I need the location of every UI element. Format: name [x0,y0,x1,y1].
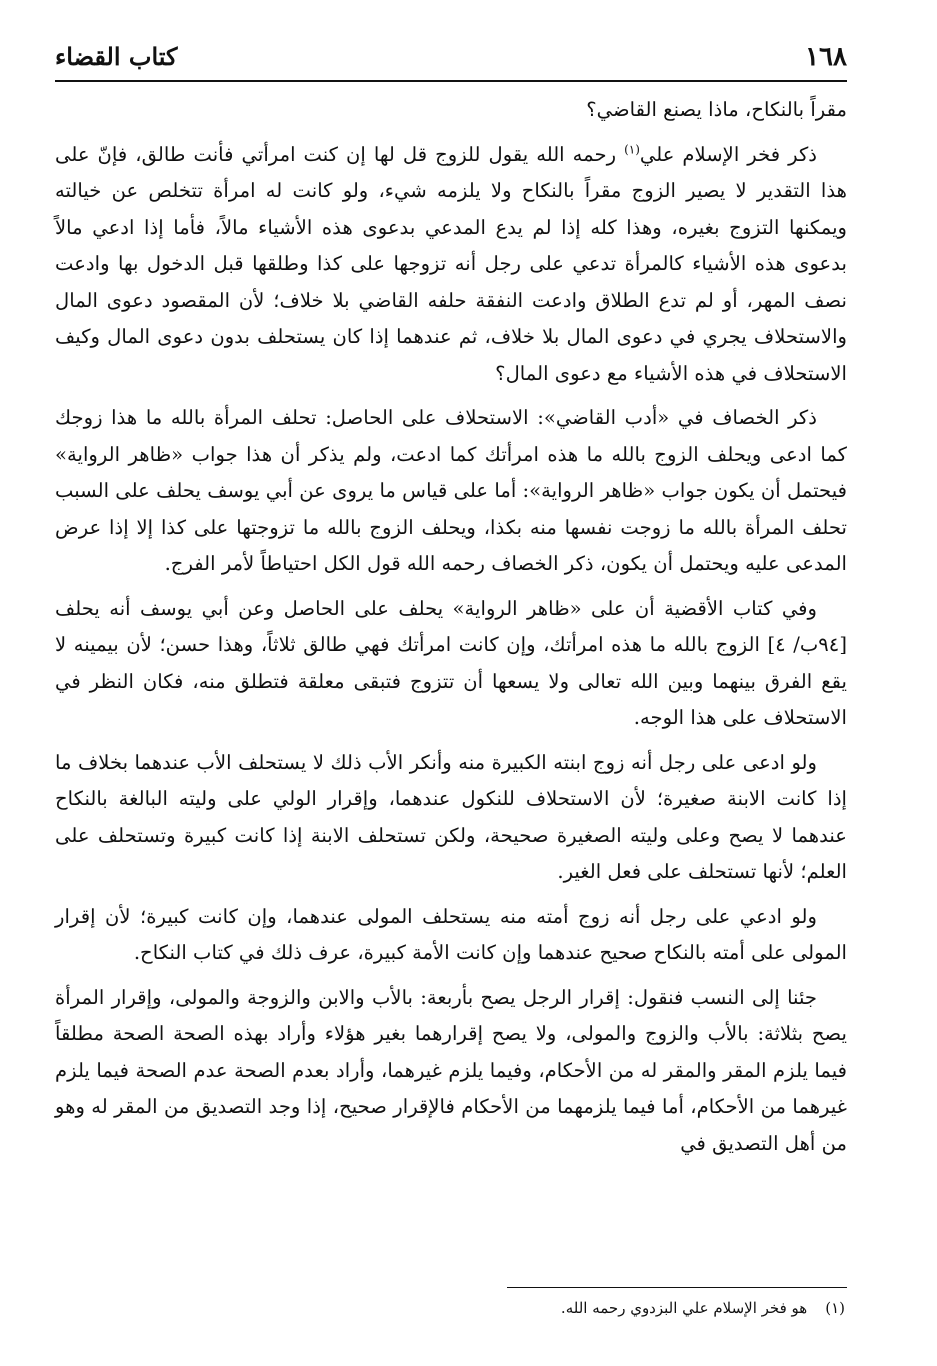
footnote-rule [507,1287,847,1288]
paragraph-2-rest: رحمه الله يقول للزوج قل لها إن كنت امرأتي فأنت طالق، فإنّ على هذا التقدير لا يصير الزوج مقراً بالنكاح ولا يلزمه شيء، ولو كانت له امرأة تتخلص عن خيالته ويمكنها التزوج بغيره، وهذا كله إذا لم يدع المدعي بدعوى هذه الأشياء مالاً، فأما إذا ادعي مالاً بدعوى هذه الأشياء كالمرأة تدعي على رجل أنه تزوجها على كذا وطلقها قبل الدخول بها وادعت نصف المهر، أو لم تدع الطلاق وادعت النفقة حلفه القاضي بلا خلاف؛ لأن المقصود دعوى المال والاستحلاف يجري في دعوى المال بلا خلاف، ثم عندهما إذا كان يستحلف بدون دعوى المال وكيف الاستحلاف في هذه الأشياء مع دعوى المال؟ [55,142,847,385]
page-number: ١٦٨ [805,42,847,72]
book-title: كتاب القضاء [55,42,178,71]
footnote-reference: (١) [624,141,640,156]
paragraph-2-start: ذكر فخر الإسلام علي [639,142,817,166]
footnote-text: هو فخر الإسلام علي البزدوي رحمه الله. [560,1299,808,1317]
paragraph-3: ذكر الخصاف في «أدب القاضي»: الاستحلاف على الحاصل: تحلف المرأة بالله ما هذا زوجك كما ادعى ويحلف الزوج بالله ما هذه امرأتك كما ادعت، ولم يذكر أن هذا جواب «ظاهر الرواية» فيحتمل أن يكون جواب «ظاهر الرواية»: أما على قياس ما يروى عن أبي يوسف يحلف على السبب تحلف المرأة بالله ما زوجت نفسها منه بكذا، ويحلف الزوج بالله ما تزوجتها على كذا إلا إذا عرض المدعى عليه ويحتمل أن يكون، ذكر الخصاف رحمه الله قول الكل احتياطاً لأمر الفرج. [55,406,847,575]
header-rule [55,80,847,82]
body-text [55,92,847,1170]
running-head [55,38,847,78]
paragraph-4: وفي كتاب الأقضية أن على «ظاهر الرواية» يحلف على الحاصل وعن أبي يوسف أنه يحلف [٩٤ب/ ٤] الزوج بالله ما هذه امرأتك، وإن كانت امرأتك فهي طالق ثلاثاً، وهذا حسن؛ لأن بيمينه لا يقع الفرق بينهما وبين الله تعالى ولا يسعها أن تتزوج فتبقى معلقة فتطلق منه، فكان النظر في الاستحلاف على هذا الوجه. [55,596,847,729]
footnote-number: (١) [825,1299,845,1317]
paragraph-5: ولو ادعى على رجل أنه زوج ابنته الكبيرة منه وأنكر الأب ذلك لا يستحلف الأب عندهما بخلاف ما إذا كانت الابنة صغيرة؛ لأن الاستحلاف للنكول عندهما، وإقرار الولي على وليته البالغة بالنكاح عندهما لا يصح وعلى وليته الصغيرة صحيحة، ولكن تستحلف الابنة إذا كانت كبيرة وتستحلف على العلم؛ لأنها تستحلف على فعل الغير. [55,750,847,883]
footnote [55,1294,845,1322]
paragraph-7: جئنا إلى النسب فنقول: إقرار الرجل يصح بأربعة: بالأب والابن والزوجة والمولى، وإقرار المرأة يصح بثلاثة: بالأب والزوج والمولى، ولا يصح إقرارهما بغير هؤلاء وأراد بهذه الصحة الصحة مطلقاً فيما يلزم المقر والمقر له من الأحكام، وفيما يلزم غيرهما، وأراد بعدم الصحة عدم الصحة فيما يلزم غيرهما من الأحكام، أما فيما يلزمهما من الأحكام فالإقرار صحيح، إذا وجد التصديق من المقر له وهو من أهل التصديق في [55,985,847,1155]
paragraph-2 [55,137,847,393]
paragraph-6: ولو ادعي على رجل أنه زوج أمته منه يستحلف المولى عندهما، وإن كانت كبيرة؛ لأن إقرار المولى على أمته بالنكاح صحيح عندهما وإن كانت الأمة كبيرة، عرف ذلك في كتاب النكاح. [55,904,847,964]
paragraph-1: مقراً بالنكاح، ماذا يصنع القاضي؟ [586,98,847,121]
